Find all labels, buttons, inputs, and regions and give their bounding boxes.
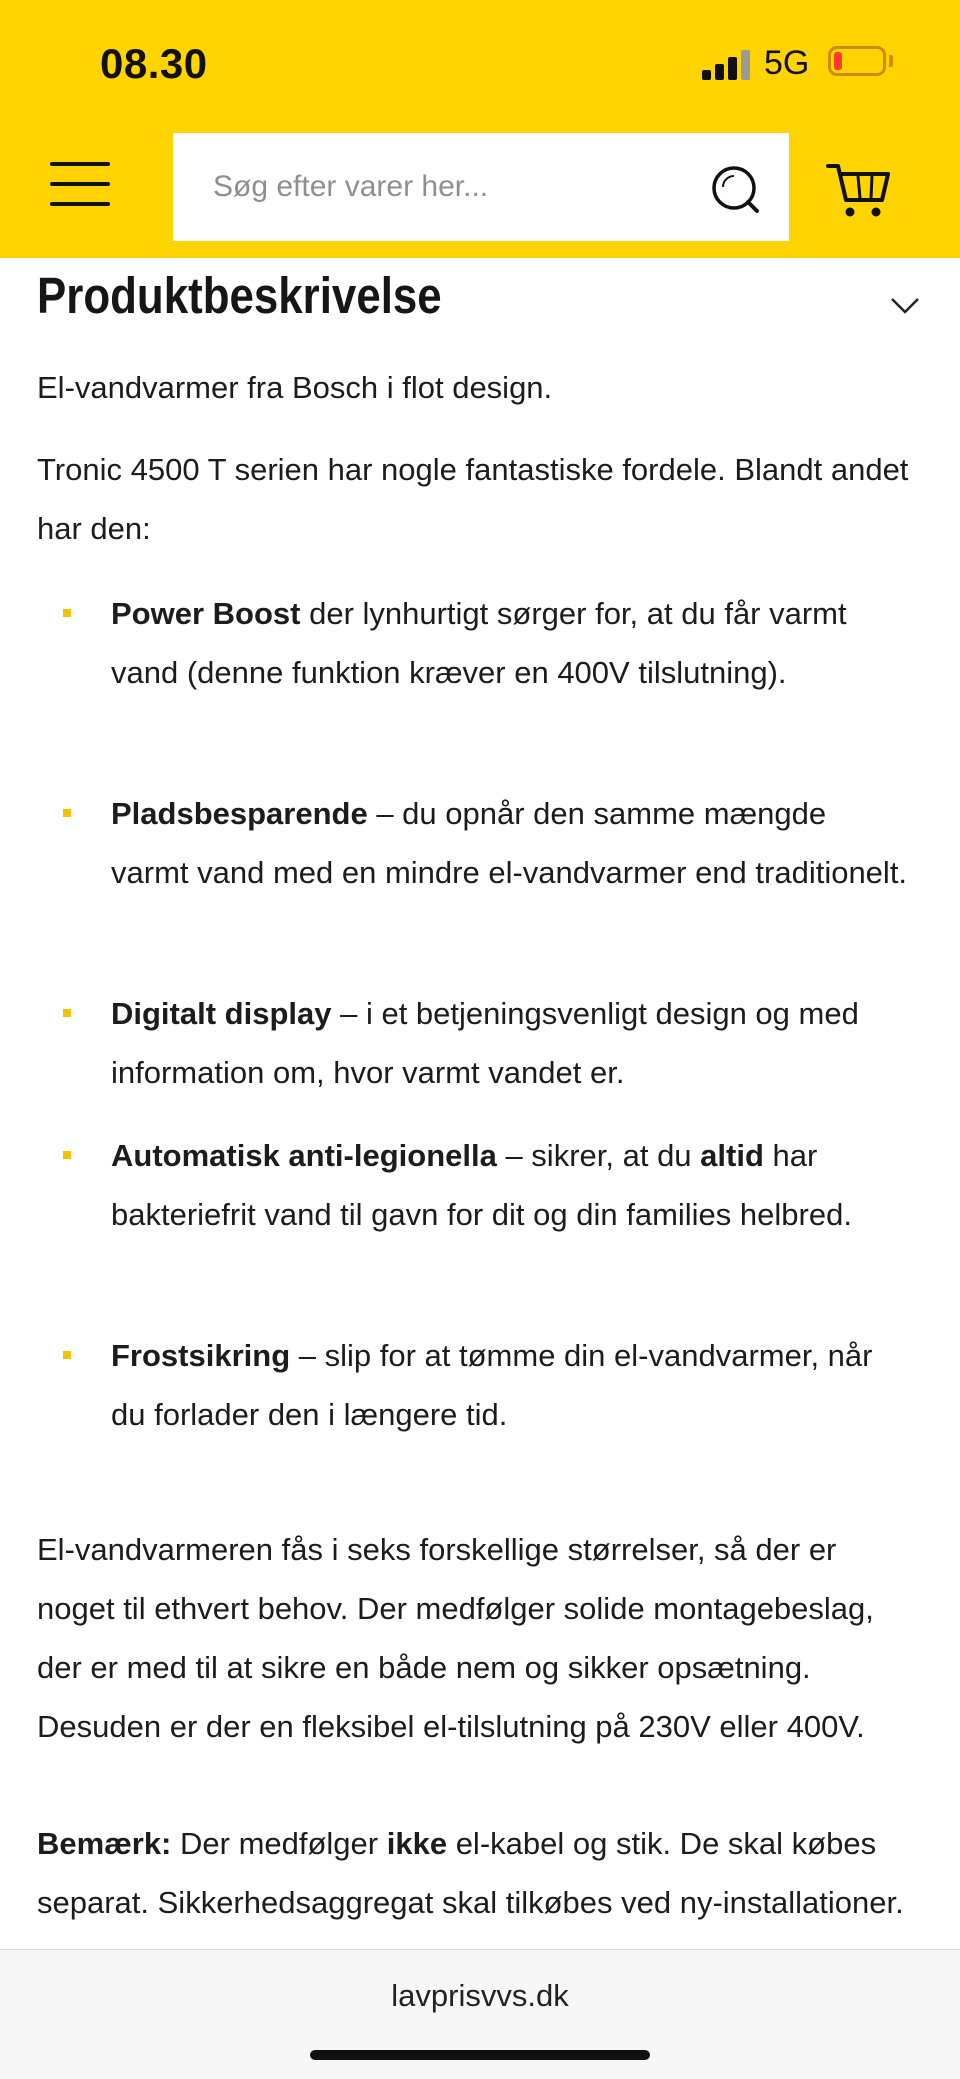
url-label[interactable]: lavprisvvs.dk	[391, 1978, 569, 2013]
list-item: Automatisk anti-legionella – sikrer, at du altid har bakteriefrit vand til gavn for dit og din families helbred.	[111, 1126, 911, 1244]
menu-icon	[50, 162, 110, 166]
search-icon[interactable]	[709, 163, 763, 217]
chevron-down-icon[interactable]	[890, 296, 920, 316]
bullet-icon	[63, 809, 71, 817]
network-type: 5G	[764, 44, 810, 82]
intro-text: El-vandvarmer fra Bosch i flot design.	[37, 370, 553, 405]
lead-text: Tronic 4500 T serien har nogle fantastiske fordele. Blandt andet har den:	[37, 452, 909, 546]
bullet-icon	[63, 1151, 71, 1159]
sizes-paragraph: El-vandvarmeren fås i seks forskellige størrelser, så der er noget til ethvert behov. Der medfølger solide montagebeslag, der er med til at sikre en både nem og sikker opsætning. Desuden er der en fleksibel el-tilslutning på 230V eller 400V.	[37, 1532, 874, 1744]
status-time: 08.30	[100, 40, 208, 87]
site-header	[0, 0, 960, 258]
search-box	[173, 133, 789, 241]
browser-address-bar	[0, 1949, 960, 2079]
list-item: Digitalt display – i et betjeningsvenligt design og med information om, hvor varmt vandet er.	[111, 984, 911, 1102]
bullet-icon	[63, 1009, 71, 1017]
home-indicator	[310, 2050, 650, 2060]
menu-button[interactable]	[50, 160, 116, 208]
section-title: Produktbeskrivelse	[37, 267, 442, 324]
bullet-icon	[63, 1351, 71, 1359]
list-item: Pladsbesparende – du opnår den samme mængde varmt vand med en mindre el-vandvarmer end traditionelt.	[111, 784, 911, 902]
note-paragraph: Bemærk: Der medfølger ikke el-kabel og stik. De skal købes separat. Sikkerhedsaggregat skal tilkøbes ved ny-installationer.	[37, 1826, 904, 1920]
list-item: Power Boost der lynhurtigt sørger for, at du får varmt vand (denne funktion kræver en 400V tilslutning).	[111, 584, 911, 702]
cellular-signal-icon	[702, 48, 752, 80]
search-input[interactable]	[213, 133, 693, 241]
cart-icon[interactable]	[826, 160, 892, 220]
battery-icon	[828, 46, 886, 76]
battery-nub	[889, 55, 893, 67]
bullet-icon	[63, 609, 71, 617]
list-item: Frostsikring – slip for at tømme din el-vandvarmer, når du forlader den i længere tid.	[111, 1326, 911, 1444]
